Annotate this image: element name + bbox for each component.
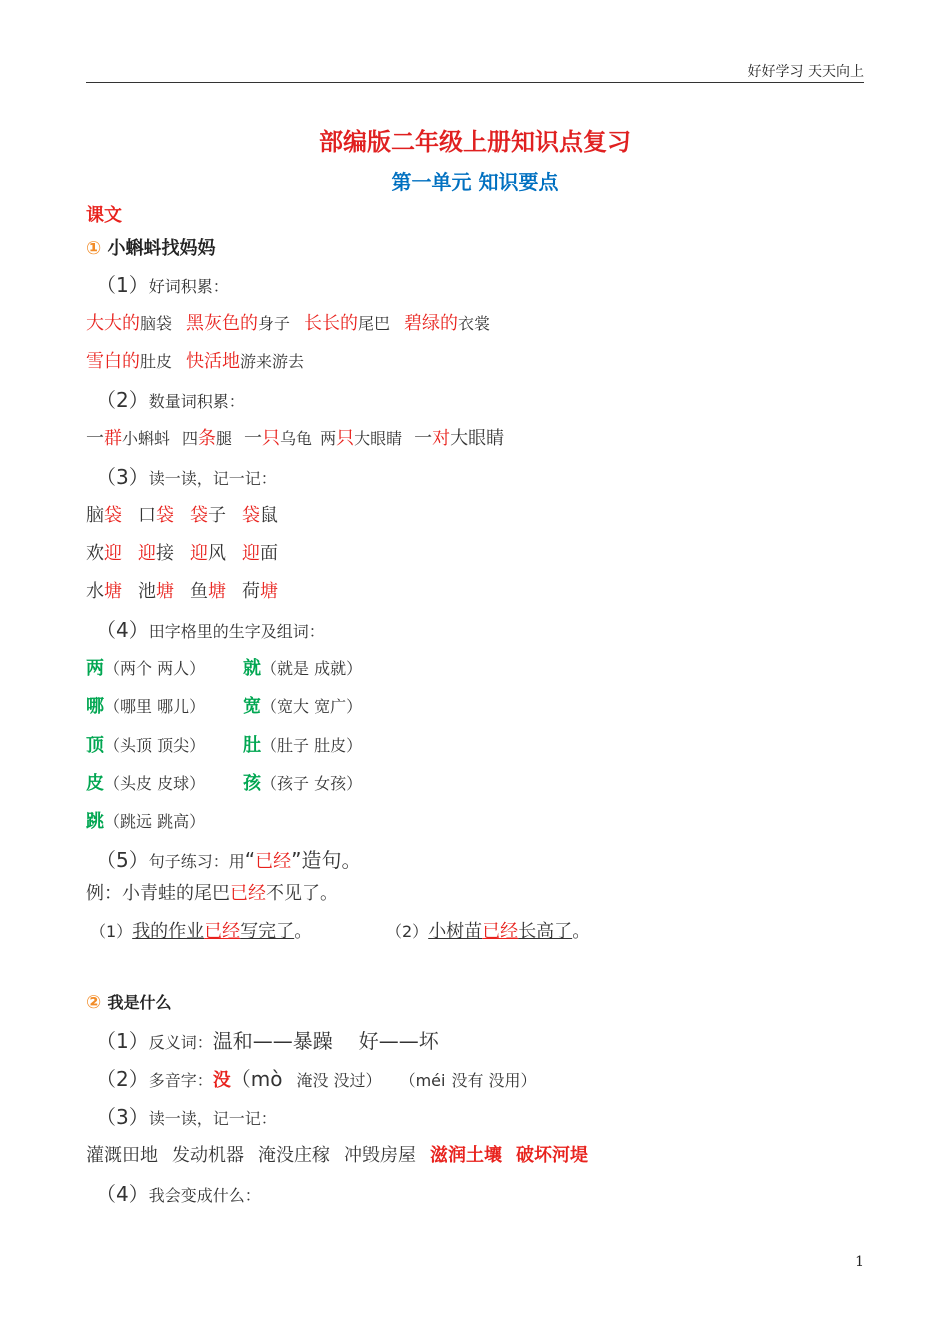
q-number: （1）: [96, 1029, 149, 1053]
word-tail: 大眼睛: [450, 428, 505, 449]
char-highlight: 塘: [260, 581, 278, 602]
char-words: （跳远 跳高）: [104, 812, 206, 831]
word-tail: 乌龟: [280, 429, 313, 448]
char-highlight: 迎: [242, 543, 260, 564]
char-row-3: [86, 734, 362, 758]
word-highlight: 大大的: [86, 313, 140, 334]
antonym-pair: 好——坏: [358, 1029, 439, 1053]
char-highlight: 迎: [104, 543, 122, 564]
header-motto: 好好学习 天天向上: [747, 64, 864, 80]
page-title: 部编版二年级上册知识点复习: [319, 128, 631, 156]
word-pre: 一: [86, 428, 104, 449]
quote-open: “: [244, 848, 256, 872]
new-char: 两: [86, 658, 104, 679]
answer-number: （1）: [90, 922, 133, 941]
lesson1-q4: [86, 618, 325, 644]
good-words-line-2: [86, 350, 304, 374]
char-highlight: 塘: [208, 581, 226, 602]
word-highlight: 只: [262, 428, 281, 449]
new-char: 跳: [86, 811, 104, 832]
phrase: 冲毁房屋: [344, 1145, 416, 1166]
q-number: （4）: [96, 1182, 149, 1206]
answer-number: （2）: [386, 922, 429, 941]
lesson1-title: 小蝌蚪找妈妈: [107, 238, 216, 259]
char-words: （头顶 顶尖）: [104, 736, 206, 755]
target-word: 已经: [255, 851, 292, 872]
word-highlight: 条: [198, 428, 217, 449]
polyphone-words: 没有 没用）: [451, 1071, 537, 1090]
answer-sentences: [90, 920, 590, 944]
lesson1-heading: [86, 237, 216, 261]
q-number: （3）: [96, 1105, 149, 1129]
char-pre: 欢: [86, 543, 104, 564]
char-highlight: 袋: [190, 505, 208, 526]
section-label: 课文: [86, 205, 122, 226]
answer-highlight: 已经: [204, 921, 241, 942]
pinyin: （méi: [399, 1071, 446, 1090]
word-highlight: 对: [432, 428, 451, 449]
word-highlight: 碧绿的: [404, 313, 459, 334]
answer-pre: 我的作业: [132, 921, 205, 942]
q-label: 好词积累：: [148, 277, 229, 296]
header-divider: [86, 82, 864, 83]
read-row-1: [86, 504, 278, 528]
char-row-1: [86, 657, 362, 681]
char-words: （肚子 肚皮）: [261, 736, 363, 755]
pinyin: （mò: [230, 1067, 283, 1091]
word-pre: 四: [182, 429, 199, 448]
new-char: 宽: [243, 696, 261, 717]
q-number: （2）: [96, 388, 149, 412]
answer-end: 。: [572, 921, 591, 942]
lesson2-q1: [86, 1029, 439, 1055]
new-char: 肚: [243, 735, 261, 756]
word-pre: 一: [244, 428, 263, 449]
char-tail: 接: [156, 543, 174, 564]
char-tail: 鼠: [260, 505, 278, 526]
word-tail: 脑袋: [140, 314, 173, 333]
q-tail: 造句。: [301, 848, 362, 872]
word-tail: 游来游去: [240, 352, 305, 371]
example-sentence: [86, 882, 338, 906]
char-highlight: 袋: [156, 505, 174, 526]
phrase-highlight: 滋润土壤: [430, 1145, 502, 1166]
q-number: （3）: [96, 465, 149, 489]
char-pre: 池: [138, 581, 156, 602]
answer-highlight: 已经: [482, 921, 519, 942]
lesson1-q2: [86, 388, 245, 414]
circle-number-1: ①: [86, 238, 102, 259]
char-tail: 子: [208, 505, 226, 526]
char-pre: 脑: [86, 505, 104, 526]
char-highlight: 塘: [104, 581, 122, 602]
char-tail: 面: [260, 543, 278, 564]
q-number: （1）: [96, 273, 149, 297]
char-words: （头皮 皮球）: [104, 774, 206, 793]
char-highlight: 袋: [242, 505, 260, 526]
example-tail: 不见了。: [266, 883, 338, 904]
word-tail: 身子: [258, 314, 291, 333]
phrase: 发动机器: [172, 1145, 244, 1166]
new-char: 皮: [86, 773, 104, 794]
phrase-highlight: 破坏河堤: [516, 1145, 588, 1166]
q-label: 田字格里的生字及组词：: [148, 622, 325, 641]
lesson2-q4: [86, 1182, 261, 1208]
char-words: （两个 两人）: [104, 659, 206, 678]
answer-tail: 长高了: [518, 921, 573, 942]
word-highlight: 长长的: [304, 313, 359, 334]
char-pre: 口: [138, 505, 156, 526]
q-label: 读一读，记一记：: [148, 1109, 277, 1128]
phrase: 灌溉田地: [86, 1145, 158, 1166]
char-tail: 风: [208, 543, 226, 564]
word-tail: 尾巴: [358, 314, 391, 333]
char-pre: 鱼: [190, 581, 208, 602]
word-highlight: 群: [104, 428, 122, 449]
new-char: 哪: [86, 696, 104, 717]
answer-end: 。: [294, 921, 313, 942]
good-words-line-1: [86, 312, 490, 336]
char-row-2: [86, 695, 362, 719]
lesson2-title: 我是什么: [107, 993, 172, 1012]
char-words: （宽大 宽广）: [261, 697, 363, 716]
char-words: （就是 成就）: [261, 659, 363, 678]
q-label: 反义词：: [148, 1033, 213, 1052]
char-row-4: [86, 772, 362, 796]
char-pre: 荷: [242, 581, 260, 602]
word-pre: 两: [320, 429, 337, 448]
word-tail: 肚皮: [140, 352, 173, 371]
char-highlight: 塘: [156, 581, 174, 602]
char-highlight: 迎: [138, 543, 156, 564]
phrase-line: [86, 1144, 588, 1168]
answer-pre: 小树苗: [428, 921, 483, 942]
circle-number-2: ②: [86, 992, 102, 1013]
word-highlight: 只: [336, 428, 355, 449]
q-label: 数量词积累：: [148, 392, 245, 411]
new-char: 孩: [243, 773, 261, 794]
example-highlight: 已经: [230, 883, 266, 904]
char-highlight: 袋: [104, 505, 122, 526]
unit-subtitle: 第一单元 知识要点: [391, 170, 559, 194]
word-highlight: 雪白的: [86, 351, 140, 372]
lesson1-q1: [86, 273, 229, 299]
q-label: 我会变成什么：: [148, 1186, 261, 1205]
q-label: 句子练习：用: [148, 852, 245, 871]
char-words: （孩子 女孩）: [261, 774, 363, 793]
polyphone-words: 淹没 没过）: [296, 1071, 382, 1090]
lesson2-q3: [86, 1105, 277, 1131]
quote-close: ”: [291, 848, 302, 872]
word-highlight: 黑灰色的: [186, 313, 259, 334]
word-tail: 腿: [216, 429, 233, 448]
q-number: （4）: [96, 618, 149, 642]
page-number: 1: [855, 1254, 864, 1270]
example-pre: 例：小青蛙的尾巴: [86, 883, 230, 904]
q-number: （5）: [96, 848, 149, 872]
char-pre: 水: [86, 581, 104, 602]
word-tail: 大眼睛: [354, 429, 403, 448]
word-highlight: 快活地: [186, 351, 241, 372]
char-row-5: [86, 810, 205, 834]
char-highlight: 迎: [190, 543, 208, 564]
read-row-2: [86, 542, 278, 566]
word-pre: 一: [414, 428, 433, 449]
lesson1-q5: [86, 848, 362, 874]
q-number: （2）: [96, 1067, 149, 1091]
new-char: 顶: [86, 735, 104, 756]
lesson2-heading: [86, 991, 172, 1015]
measure-words-line: [86, 427, 504, 451]
char-words: （哪里 哪儿）: [104, 697, 206, 716]
word-tail: 衣裳: [458, 314, 491, 333]
q-label: 读一读，记一记：: [148, 469, 277, 488]
antonym-pair: 温和——暴躁: [212, 1029, 333, 1053]
new-char: 就: [243, 658, 261, 679]
phrase: 淹没庄稼: [258, 1145, 330, 1166]
answer-tail: 写完了: [240, 921, 295, 942]
read-row-3: [86, 580, 278, 604]
lesson1-q3: [86, 465, 277, 491]
polyphone-char: 没: [212, 1070, 231, 1091]
q-label: 多音字：: [148, 1071, 213, 1090]
word-tail: 小蝌蚪: [122, 429, 171, 448]
lesson2-q2: [86, 1067, 537, 1093]
